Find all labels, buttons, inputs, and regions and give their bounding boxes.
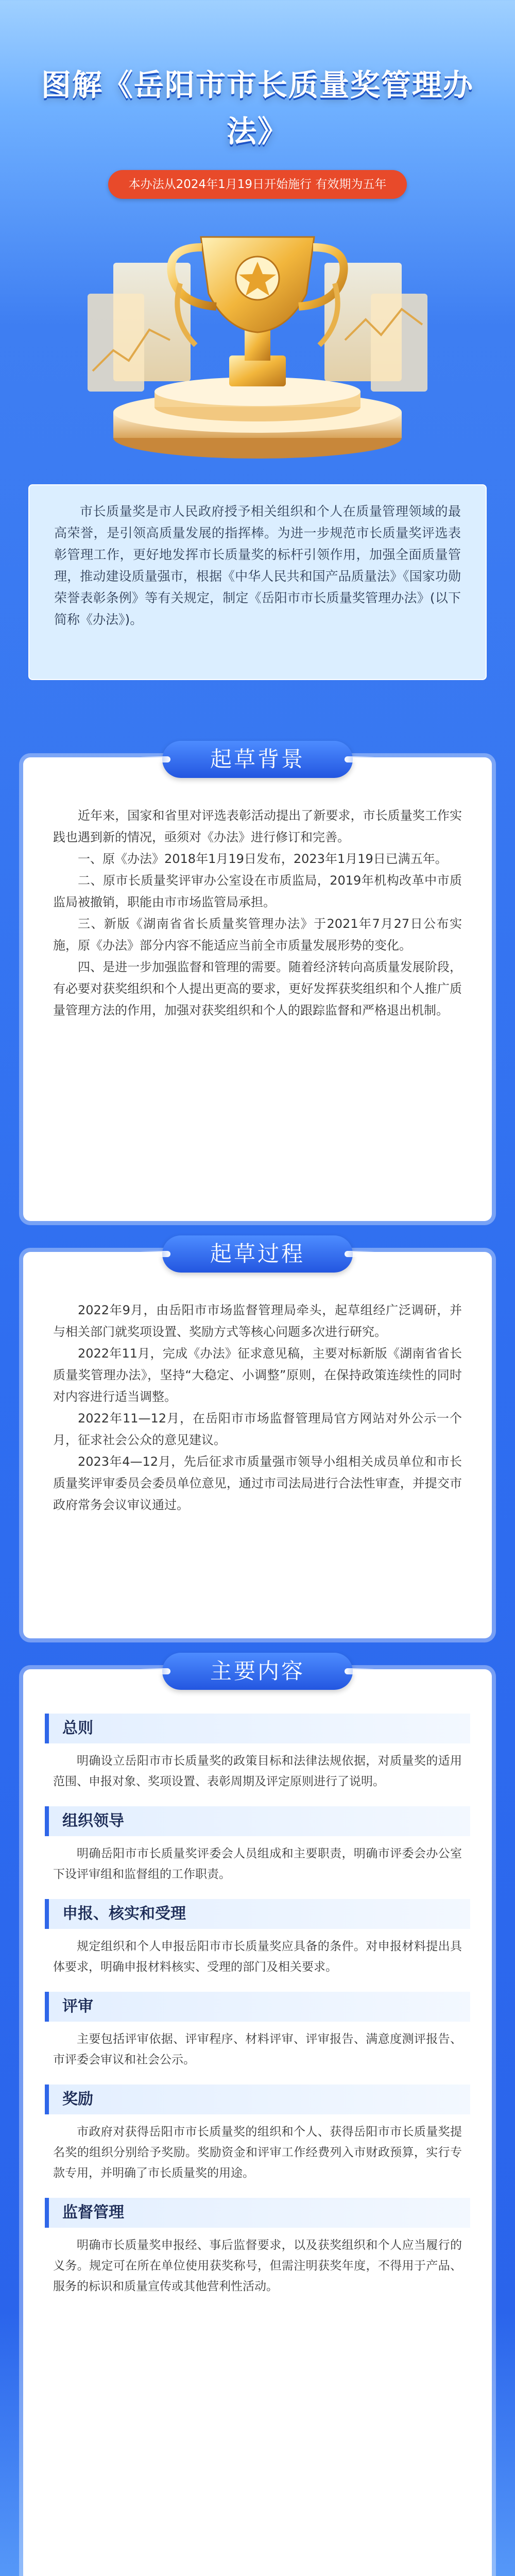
subsection-text: 规定组织和个人申报岳阳市市长质量奖应具备的条件。对申报材料提出具体要求，明确申报材料核实、受理的部门及相关要求。 — [53, 1940, 462, 1974]
subsection-title: 奖励 — [45, 2084, 470, 2114]
subsection-title: 监督管理 — [45, 2198, 470, 2228]
trophy-illustration — [0, 216, 515, 474]
subsection-text: 主要包括评审依据、评审程序、材料评审、评审报告、满意度测评报告、市评委会审议和社会公示。 — [53, 2032, 462, 2066]
background-para: 二、原市长质量奖评审办公室设在市质监局，2019年机构改革中市质监局被撤销，职能由市市场监管局承担。 — [53, 873, 462, 909]
section-title-process: 起草过程 — [162, 1235, 353, 1273]
process-para: 2023年4—12月，先后征求市质量强市领导小组相关成员单位和市长质量奖评审委员会委员单位意见，通过市司法局进行合法性审查，并提交市政府常务会议审议通过。 — [53, 1454, 462, 1512]
subsection-text: 市政府对获得岳阳市市长质量奖的组织和个人、获得岳阳市市长质量奖提名奖的组织分别给予奖励。奖励资金和评审工作经费列入市财政预算，实行专款专用，并明确了市长质量奖的用途。 — [53, 2125, 462, 2180]
process-para: 2022年11—12月，在岳阳市市场监督管理局官方网站对外公示一个月，征求社会公众的意见建议。 — [53, 1411, 462, 1447]
section-title-background: 起草背景 — [162, 741, 353, 778]
section-title-main: 主要内容 — [162, 1653, 353, 1690]
background-para: 三、新版《湖南省省长质量奖管理办法》于2021年7月27日公布实施，原《办法》部分内容不能适应当前全市质量发展形势的变化。 — [53, 917, 462, 953]
subsection-title: 评审 — [45, 1992, 470, 2022]
intro-text: 市长质量奖是市人民政府授予相关组织和个人在质量管理领域的最高荣誉，是引领高质量发展的指挥棒。为进一步规范市长质量奖评选表彰管理工作，更好地发挥市长质量奖的标杆引领作用，加强全面质量管理，推动建设质量强市，根据《中华人民共和国产品质量法》《国家功勋荣誉表彰条例》等有关规定，制定《岳阳市市长质量奖管理办法》(以下简称《办法》)。 — [54, 504, 461, 627]
subsection-text: 明确岳阳市市长质量奖评委会人员组成和主要职责，明确市评委会办公室下设评审组和监督组的工作职责。 — [53, 1847, 462, 1881]
hero-banner — [0, 0, 515, 474]
subsection-text: 明确设立岳阳市市长质量奖的政策目标和法律法规依据，对质量奖的适用范围、申报对象、奖项设置、表彰周期及评定原则进行了说明。 — [53, 1754, 462, 1788]
effective-date-badge: 本办法从2024年1月19日开始施行 有效期为五年 — [108, 170, 407, 199]
process-para: 2022年9月，由岳阳市市场监督管理局牵头，起草组经广泛调研，并与相关部门就奖项设置、奖励方式等核心问题多次进行研究。 — [53, 1303, 462, 1339]
intro-card — [28, 484, 487, 680]
trophy-icon — [0, 216, 515, 474]
section-background — [23, 747, 492, 1221]
background-para: 一、原《办法》2018年1月19日发布，2023年1月19日已满五年。 — [78, 852, 448, 866]
page-title: 图解《岳阳市市长质量奖管理办法》 — [41, 67, 474, 149]
subsection-title: 申报、核实和受理 — [45, 1899, 470, 1929]
process-para: 2022年11月，完成《办法》征求意见稿，主要对标新版《湖南省省长质量奖管理办法》，坚持“大稳定、小调整”原则，在保持政策连续性的同时对内容进行适当调整。 — [53, 1346, 462, 1404]
subsection-title: 总则 — [45, 1714, 470, 1743]
background-para: 近年来，国家和省里对评选表彰活动提出了新要求，市长质量奖工作实践也遇到新的情况，亟须对《办法》进行修订和完善。 — [53, 808, 462, 844]
background-para: 四、是进一步加强监督和管理的需要。随着经济转向高质量发展阶段，有必要对获奖组织和个人提出更高的要求，更好发挥获奖组织和个人推广质量管理方法的作用，加强对获奖组织和个人的跟踪监督和严格退出机制。 — [53, 960, 462, 1018]
subsection-text: 明确市长质量奖申报经、事后监督要求，以及获奖组织和个人应当履行的义务。规定可在所在单位使用获奖称号，但需注明获奖年度，不得用于产品、服务的标识和质量宣传或其他营利性活动。 — [53, 2239, 462, 2293]
section-process — [23, 1241, 492, 1638]
subsection-title: 组织领导 — [45, 1806, 470, 1836]
section-main-content — [23, 1658, 492, 2576]
